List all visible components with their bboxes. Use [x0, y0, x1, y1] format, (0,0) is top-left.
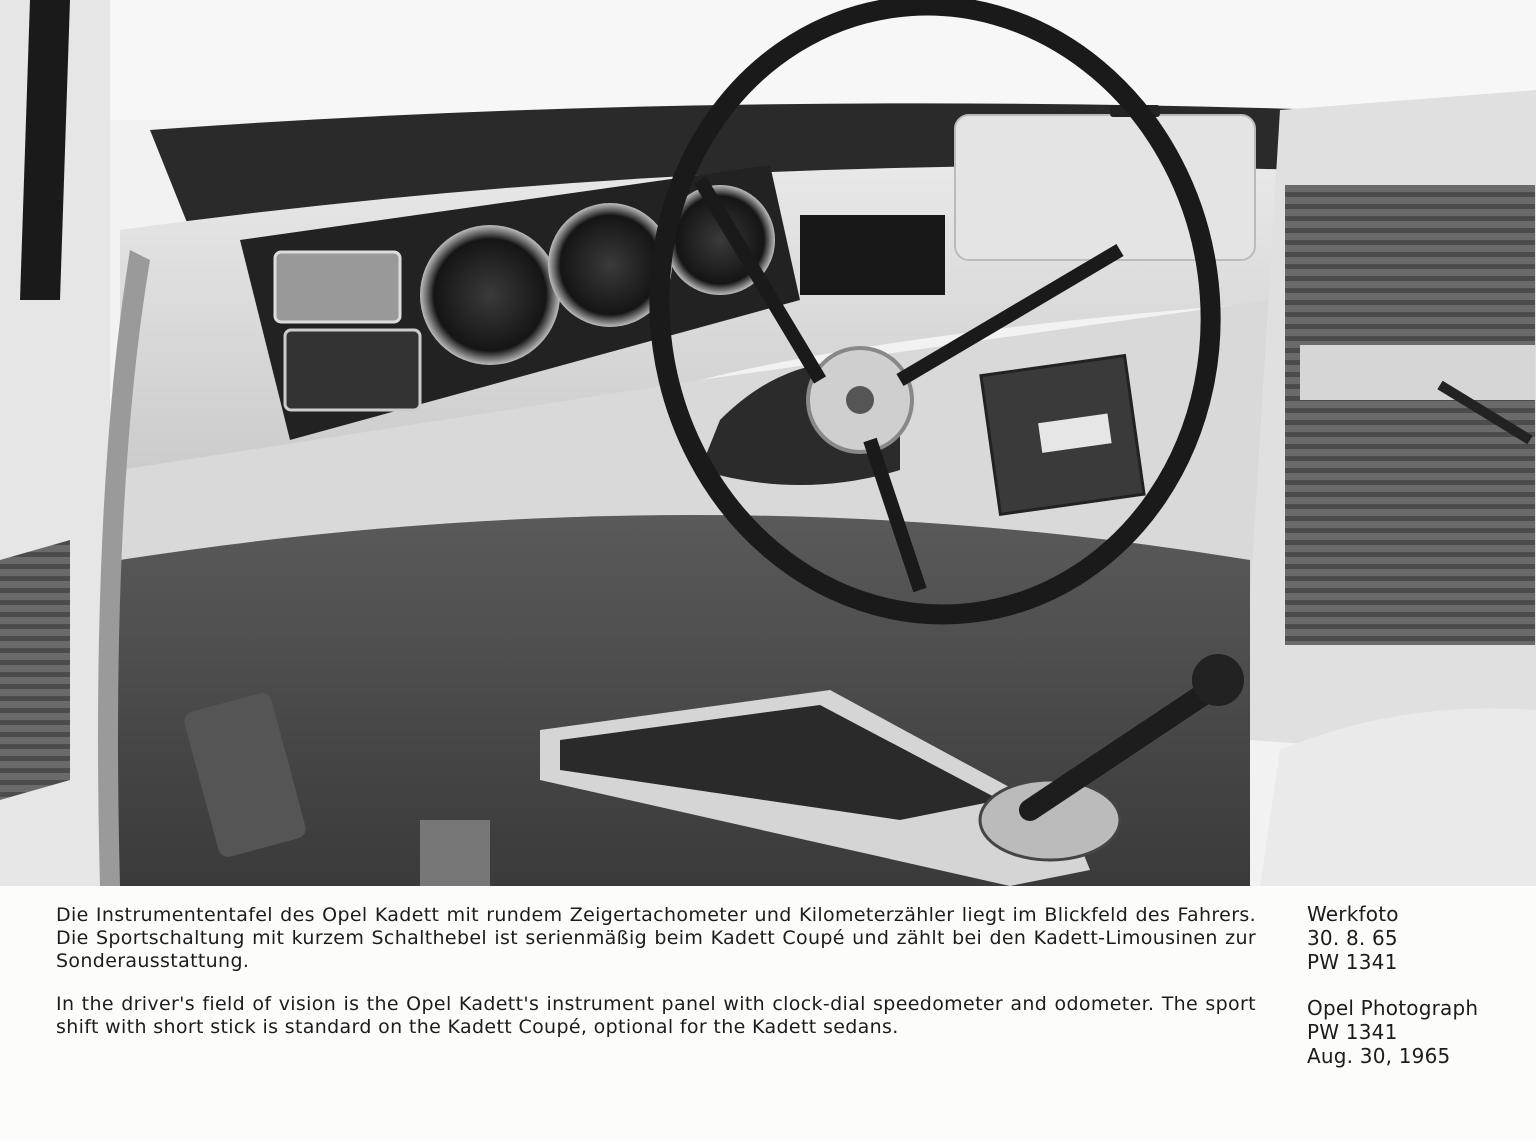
werkfoto-label: Werkfoto [1307, 902, 1399, 926]
photograph-label: Opel Photograph [1307, 996, 1479, 1020]
werkfoto-date: 30. 8. 65 [1307, 926, 1398, 950]
photograph-date: Aug. 30, 1965 [1307, 1044, 1451, 1068]
photograph-group [1307, 996, 1478, 1068]
german-caption: Die Instrumententafel des Opel Kadett mit rundem Zeigertachometer und Kilometerzähler liegt im Blickfeld des Fahrers. Die Sportschaltung mit kurzem Schalthebel ist serienmäßig beim Kadett Coupé und zählt bei den Kadett-Limousinen zur Sonderausstattung. [56, 904, 1256, 972]
photo-metadata [1307, 902, 1478, 1068]
photograph-number: PW 1341 [1307, 1020, 1398, 1044]
werkfoto-group [1307, 902, 1478, 974]
parking-badge [981, 356, 1144, 515]
caption-block [56, 904, 1256, 1039]
werkfoto-number: PW 1341 [1307, 950, 1398, 974]
english-caption: In the driver's field of vision is the Opel Kadett's instrument panel with clock-dial speedometer and odometer. The sport shift with short stick is standard on the Kadett Coupé, optional for the Kadett sedans. [56, 993, 1256, 1038]
